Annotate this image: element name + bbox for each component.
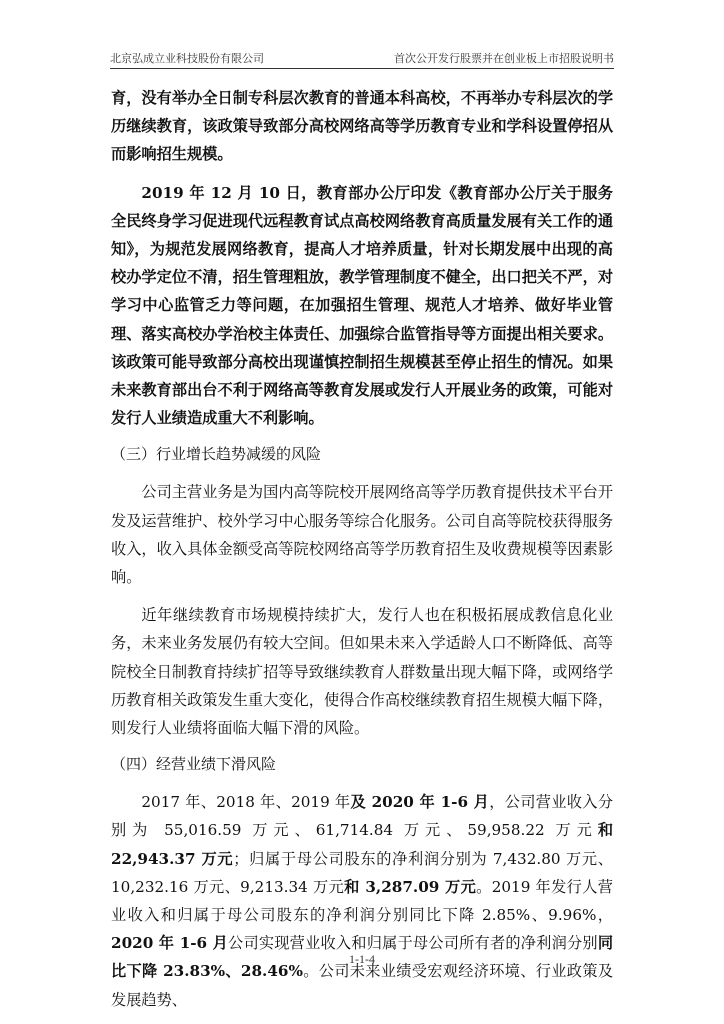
paragraph-policy-continuation: 育，没有举办全日制专科层次教育的普通本科高校，不再举办专科层次的学历继续教育，该政策导致部分高校网络高等学历教育专业和学科设置停招从而影响招生规模。 <box>111 89 613 164</box>
page-header <box>110 48 614 69</box>
page-number: 1-1-4 <box>349 952 375 966</box>
document-body <box>111 84 613 1014</box>
perf-text-6: 和 3,287.09 万元 <box>344 877 477 896</box>
paragraph-market-risk: 近年继续教育市场规模持续扩大，发行人也在积极拓展成教信息化业务，未来业务发展仍有较大空间。但如果未来入学适龄人口不断降低、高等院校全日制教育持续扩招等导致继续教育人群数量出现大幅下降，或网络学历教育相关政策发生重大变化，使得合作高校继续教育招生规模大幅下降，则发行人业绩将面临大幅下滑的风险。 <box>111 606 613 738</box>
perf-text-4: 和 22,943.37 万元 <box>111 821 613 868</box>
paragraph-performance <box>111 788 613 1014</box>
perf-text-11: 。公司未来业绩受宏观经济环境、行业政策及发展趋势、 <box>111 962 614 1009</box>
section-heading-3: （三）行业增长趋势减缓的风险 <box>111 445 322 464</box>
perf-text-1: 2017 年、2018 年、2019 年 <box>141 793 351 812</box>
perf-text-9: 公司实现营业收入和归属于母公司所有者的净利润分别 <box>228 934 598 953</box>
perf-text-2: 及 2020 年 1-6 月 <box>350 793 490 812</box>
paragraph-2019-notice: 2019 年 12 月 10 日，教育部办公厅印发《教育部办公厅关于服务全民终身学习促进现代远程教育试点高校网络教育高质量发展有关工作的通知》，为规范发展网络教育，提高人才培养质量，针对长期发展中出现的高校办学定位不清，招生管理粗放，教学管理制度不健全，出口把关不严，对学习中心监管乏力等问题，在加强招生管理、规范人才培养、做好毕业管理、落实高校办学治校主体责任、加强综合监管指导等方面提出相关要求。该政策可能导致部分高校出现谨慎控制招生规模甚至停止招生的情况。如果未来教育部出台不利于网络高等教育发展或发行人开展业务的政策，可能对发行人业绩造成重大不利影响。 <box>111 183 613 428</box>
header-doc-title: 首次公开发行股票并在创业板上市招股说明书 <box>394 52 614 65</box>
perf-text-3: ，公司营业收入分别为 55,016.59 万元、61,714.84 万元、59,958.22 万元 <box>111 793 614 840</box>
perf-text-5: ；归属于母公司股东的净利润分别为 7,432.80 万元、10,232.16 万元、9,213.34 万元 <box>111 849 613 896</box>
paragraph-business: 公司主营业务是为国内高等院校开展网络高等学历教育提供技术平台开发及运营维护、校外学习中心服务等综合化服务。公司自高等院校获得服务收入，收入具体金额受高等院校网络高等学历教育招生及收费规模等因素影响。 <box>111 483 613 587</box>
perf-text-7: 。2019 年发行人营业收入和归属于母公司股东的净利润分别同比下降 2.85%、9.96%， <box>111 877 613 925</box>
perf-text-10: 同比下降 23.83%、28.46% <box>111 934 613 981</box>
header-company: 北京弘成立业科技股份有限公司 <box>110 52 264 65</box>
perf-text-8: 2020 年 1-6 月 <box>111 934 229 953</box>
section-heading-4: （四）经营业绩下滑风险 <box>111 755 277 774</box>
